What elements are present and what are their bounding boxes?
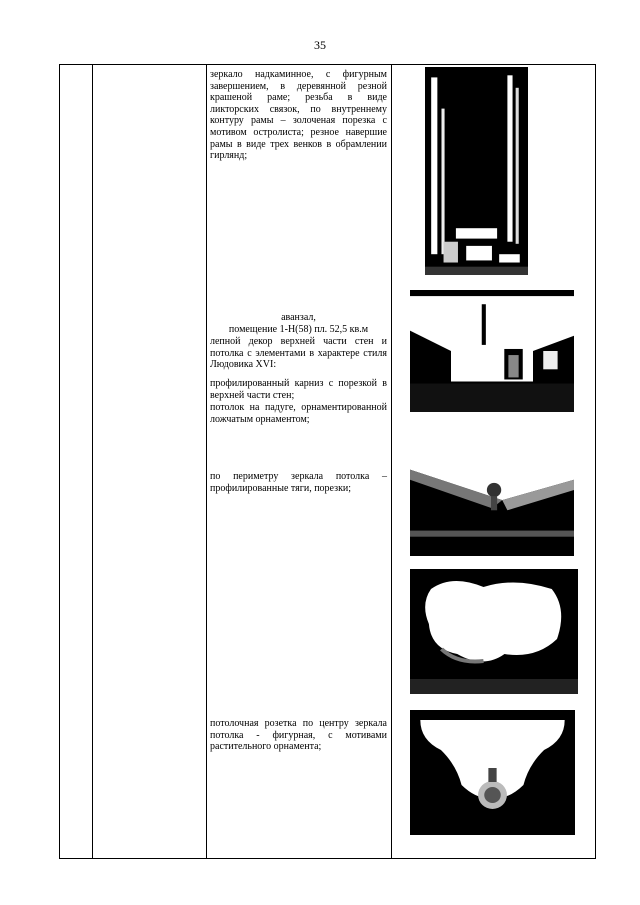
rosette-photo [410,710,575,835]
hall-photo [410,290,574,412]
column-divider-3 [391,65,392,858]
mirror-photo [425,67,528,275]
page-number: 35 [314,38,326,52]
row-text-ceiling: потолок на падуге, орнаментированной ложчатым орнаментом; [210,402,387,425]
rosette-photo-icon [410,710,575,835]
row-text-mouldings: по периметру зеркала потолка – профилированные тяги, порезки; [210,471,387,494]
mirror-photo-icon [425,67,528,275]
ceiling-field-photo [410,569,578,694]
row-text-rosette: потолочная розетка по центру зеркала потолка - фигурная, с мотивами растительного орнамента; [210,718,387,753]
row-text-decor: лепной декор верхней части стен и потолка с элементами в характере стиля Людовика XVI: [210,336,387,371]
description-table [59,64,596,859]
row-text-mirror: зеркало надкаминное, с фигурным завершением, в деревянной резной крашеной раме; резьба в виде ликторских связок, по внутреннему контуру рамы – золоченая порезка с мотивом остролиста; резное навершие рамы в виде трех венков в обрамлении гирлянд; [210,69,387,162]
column-divider-2 [206,65,207,858]
section-subheading: помещение 1-Н(58) пл. 52,5 кв.м [228,324,369,335]
ceiling-corner-photo [410,429,574,556]
hall-photo-icon [410,290,574,412]
column-divider-1 [92,65,93,858]
row-text-cornice: профилированный карниз с порезкой в верхней части стен; [210,378,387,401]
ceiling-corner-photo-icon [410,429,574,556]
ceiling-field-photo-icon [410,569,578,694]
section-heading: аванзал, [281,312,316,323]
